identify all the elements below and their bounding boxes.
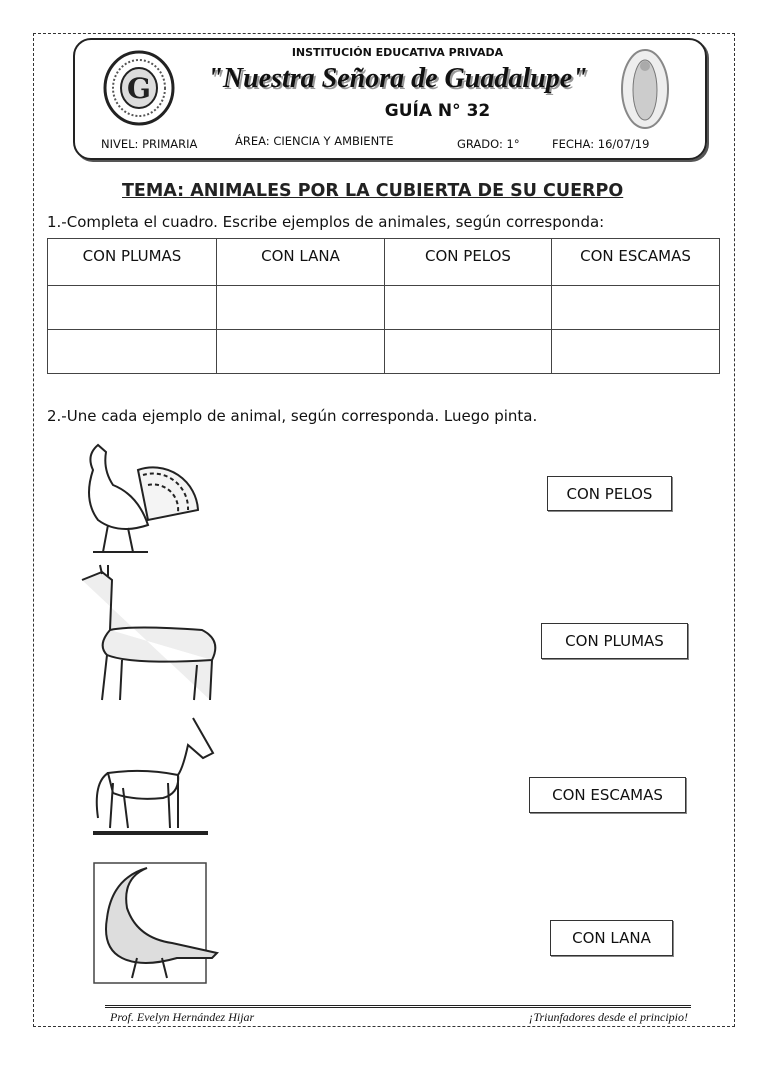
answer-cell[interactable] xyxy=(385,330,552,374)
area-label: ÁREA: CIENCIA Y AMBIENTE xyxy=(235,134,394,148)
answer-cell[interactable] xyxy=(217,330,385,374)
llama-image xyxy=(72,560,230,710)
answer-cell[interactable] xyxy=(552,286,720,330)
option-con-pelos[interactable]: CON PELOS xyxy=(547,476,672,511)
footer-divider xyxy=(105,1005,691,1008)
answer-cell[interactable] xyxy=(385,286,552,330)
classification-table xyxy=(47,238,720,374)
grado-label: GRADO: 1° xyxy=(457,137,520,151)
fecha-label: FECHA: 16/07/19 xyxy=(552,137,650,151)
virgin-image xyxy=(620,48,670,130)
answer-cell[interactable] xyxy=(552,330,720,374)
answer-cell[interactable] xyxy=(48,286,217,330)
crocodile-image xyxy=(82,858,222,993)
topic-title: TEMA: ANIMALES POR LA CUBIERTA DE SU CUERPO xyxy=(122,181,624,201)
svg-text:G: G xyxy=(127,72,151,105)
turkey-image xyxy=(78,440,203,555)
institution-label: INSTITUCIÓN EDUCATIVA PRIVADA xyxy=(291,46,504,59)
guide-number: GUÍA N° 32 xyxy=(384,101,491,121)
footer-teacher: Prof. Evelyn Hernández Hijar xyxy=(110,1010,255,1024)
footer-motto: ¡Triunfadores desde el principio! xyxy=(528,1010,688,1024)
header-cell: CON ESCAMAS xyxy=(552,239,720,286)
horse-image xyxy=(88,713,218,848)
option-con-plumas[interactable]: CON PLUMAS xyxy=(541,623,688,659)
header-cell: CON PELOS xyxy=(385,239,552,286)
answer-cell[interactable] xyxy=(48,330,217,374)
answer-cell[interactable] xyxy=(217,286,385,330)
header-box xyxy=(73,38,707,160)
header-cell: CON LANA xyxy=(217,239,385,286)
option-con-escamas[interactable]: CON ESCAMAS xyxy=(529,777,686,813)
question-1: 1.-Completa el cuadro. Escribe ejemplos de animales, según corresponda: xyxy=(47,213,605,231)
header-cell: CON PLUMAS xyxy=(48,239,217,286)
school-name: "Nuestra Señora de Guadalupe" xyxy=(207,63,588,94)
school-seal-logo xyxy=(103,50,175,126)
question-2: 2.-Une cada ejemplo de animal, según corresponda. Luego pinta. xyxy=(47,407,538,425)
nivel-label: NIVEL: PRIMARIA xyxy=(101,137,198,151)
option-con-lana[interactable]: CON LANA xyxy=(550,920,673,956)
